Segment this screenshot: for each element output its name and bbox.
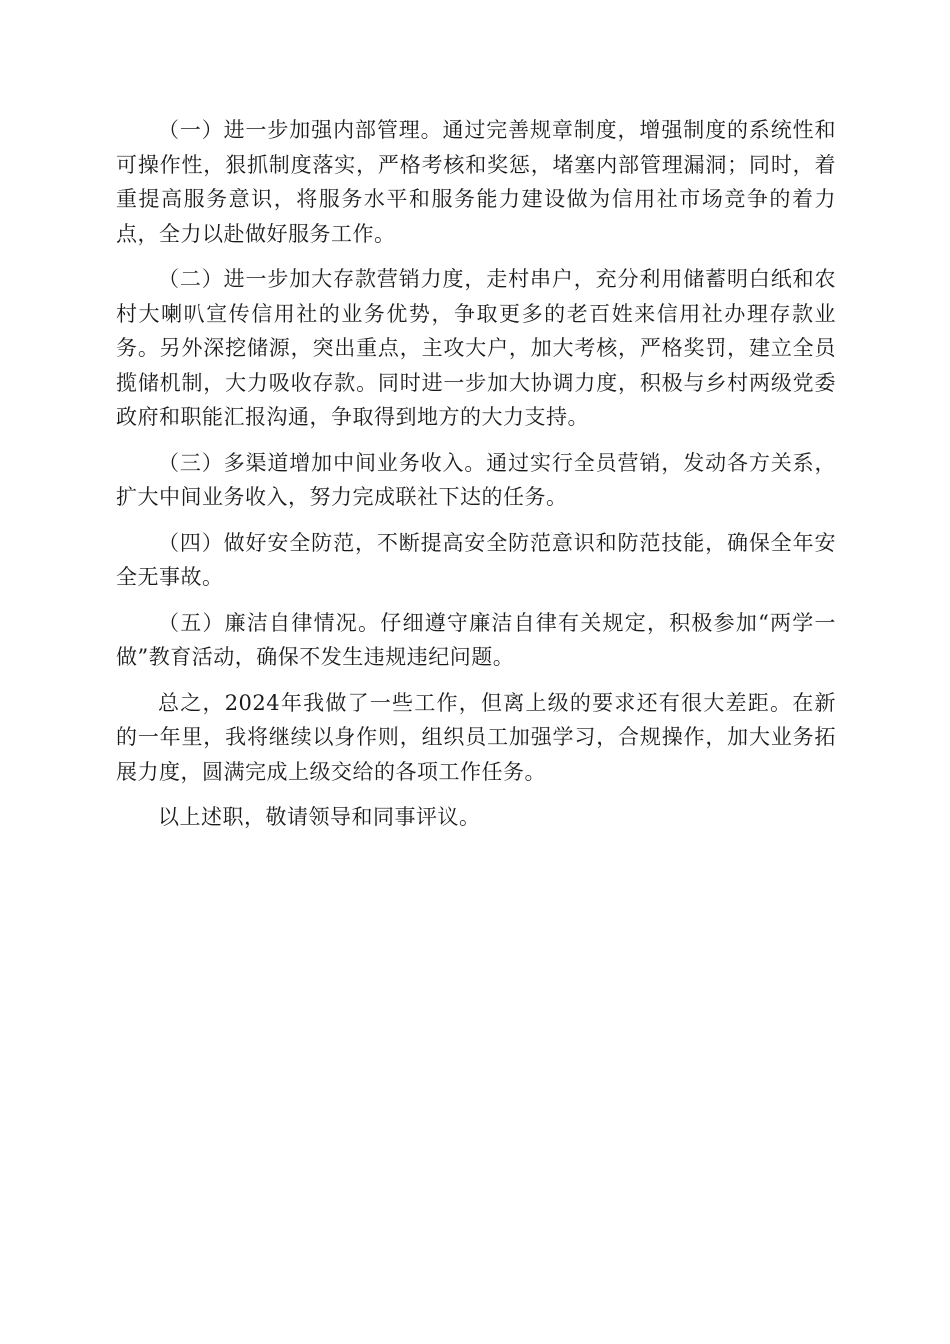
paragraph-6: 总之，2024年我做了一些工作，但离上级的要求还有很大差距。在新的一年里，我将继续以身作则，组织员工加强学习，合规操作，加大业务拓展力度，圆满完成上级交给的各项工作任务。 <box>116 690 836 784</box>
paragraph-7: 以上述职，敬请领导和同事评议。 <box>158 805 481 829</box>
paragraph-3: （三）多渠道增加中间业务收入。通过实行全员营销，发动各方关系，扩大中间业务收入，努力完成联社下达的任务。 <box>116 450 836 509</box>
paragraph-2: （二）进一步加大存款营销力度，走村串户，充分利用储蓄明白纸和农村大喇叭宣传信用社的业务优势，争取更多的老百姓来信用社办理存款业务。另外深挖储源，突出重点，主攻大户，加大考核，严格奖罚，建立全员揽储机制，大力吸收存款。同时进一步加大协调力度，积极与乡村两级党委政府和职能汇报沟通，争取得到地方的大力支持。 <box>116 267 836 429</box>
paragraph-4: （四）做好安全防范，不断提高安全防范意识和防范技能，确保全年安全无事故。 <box>116 530 836 589</box>
paragraph-1: （一）进一步加强内部管理。通过完善规章制度，增强制度的系统性和可操作性，狠抓制度落实，严格考核和奖惩，堵塞内部管理漏洞；同时，着重提高服务意识，将服务水平和服务能力建设做为信用社市场竞争的着力点，全力以赴做好服务工作。 <box>116 118 836 246</box>
paragraph-5: （五）廉洁自律情况。仔细遵守廉洁自律有关规定，积极参加“两学一做”教育活动，确保不发生违规违纪问题。 <box>116 610 836 669</box>
document-body <box>116 113 836 846</box>
